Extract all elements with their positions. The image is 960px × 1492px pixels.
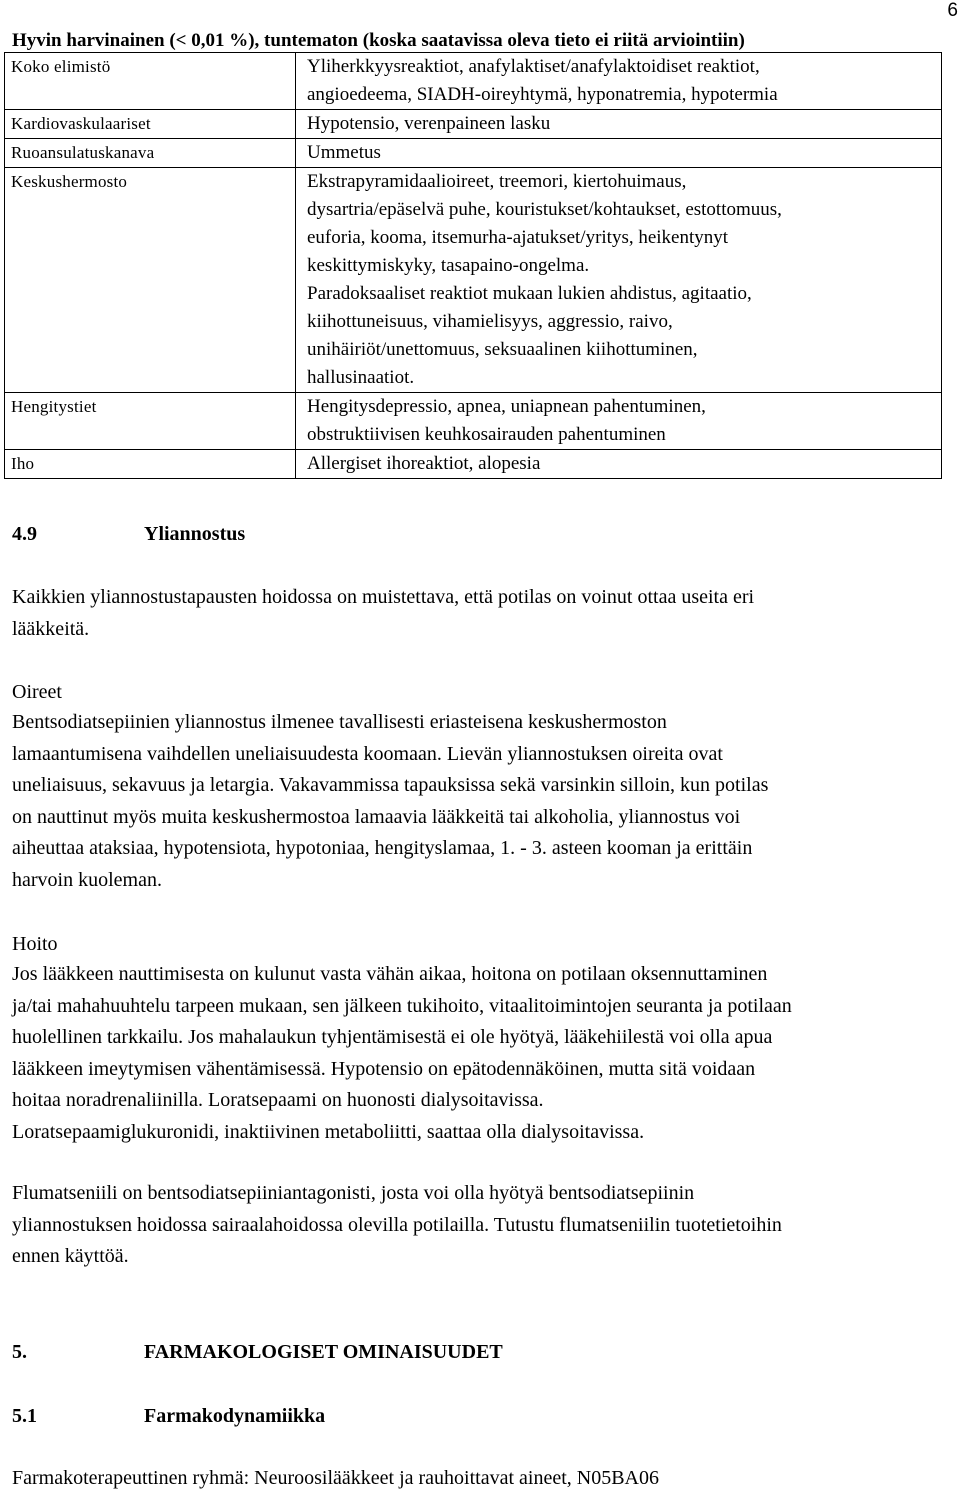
table-title: Hyvin harvinainen (< 0,01 %), tuntematon (koska saatavissa oleva tieto ei riitä arviointiin) xyxy=(12,30,745,51)
pharmacotherapeutic-group: Farmakoterapeuttinen ryhmä: Neuroosilääkkeet ja rauhoittavat aineet, N05BA06 xyxy=(12,1467,660,1489)
treatment-paragraph xyxy=(12,959,958,1149)
effects-cell xyxy=(296,110,942,139)
effect-line: hallusinaatiot. xyxy=(307,367,415,388)
section-number: 5. xyxy=(12,1341,27,1363)
effect-line: Yliherkkyysreaktiot, anafylaktiset/anafylaktoidiset reaktiot, xyxy=(307,56,760,77)
section-title: Yliannostus xyxy=(144,523,246,545)
effect-line: Ekstrapyramidaalioireet, treemori, kiertohuimaus, xyxy=(307,171,687,192)
effect-line: Allergiset ihoreaktiot, alopesia xyxy=(307,453,541,474)
table-row xyxy=(5,450,942,479)
effect-line: angioedeema, SIADH-oireyhtymä, hyponatremia, hypotermia xyxy=(307,84,778,105)
table-row xyxy=(5,393,942,450)
adverse-effects-table xyxy=(4,52,942,479)
effect-line: euforia, kooma, itsemurha-ajatukset/yritys, heikentynyt xyxy=(307,227,729,248)
section-number: 4.9 xyxy=(12,523,37,545)
effect-line: obstruktiivisen keuhkosairauden pahentuminen xyxy=(307,424,666,445)
effect-line: Hypotensio, verenpaineen lasku xyxy=(307,113,551,134)
effects-cell xyxy=(296,393,942,450)
effect-line: Hengitysdepressio, apnea, uniapnean pahentuminen, xyxy=(307,396,706,417)
section-heading-5-1 xyxy=(12,1404,325,1428)
section-heading-5 xyxy=(12,1340,503,1364)
text-line: hoitaa noradrenaliinilla. Loratsepaami on huonosti dialysoitavissa. xyxy=(12,1089,544,1112)
effects-cell xyxy=(296,53,942,110)
text-line: uneliaisuus, sekavuus ja letargia. Vakavammissa tapauksissa sekä varsinkin silloin, kun potilas xyxy=(12,774,769,797)
treatment-heading: Hoito xyxy=(12,933,58,955)
effect-line: kiihottuneisuus, vihamielisyys, aggressio, raivo, xyxy=(307,311,673,332)
text-line: Jos lääkkeen nauttimisesta on kulunut vasta vähän aikaa, hoitona on potilaan oksennuttaminen xyxy=(12,963,768,985)
text-line: lääkkeitä. xyxy=(12,617,90,640)
symptoms-paragraph xyxy=(12,707,958,897)
text-line: Kaikkien yliannostustapausten hoidossa on muistettava, että potilas on voinut ottaa useita eri xyxy=(12,586,755,608)
text-line: lääkkeen imeytymisen vähentämisessä. Hypotensio on epätodennäköinen, mutta sitä voidaan xyxy=(12,1057,756,1080)
organ-class: Iho xyxy=(5,450,296,479)
effect-line: Ummetus xyxy=(307,142,381,163)
text-line: harvoin kuoleman. xyxy=(12,868,162,891)
table-row xyxy=(5,53,942,110)
effect-line: unihäiriöt/unettomuus, seksuaalinen kiihottuminen, xyxy=(307,339,698,360)
organ-class: Koko elimistö xyxy=(5,53,296,110)
text-line: aiheuttaa ataksiaa, hypotensiota, hypotoniaa, hengityslamaa, 1. - 3. asteen kooman ja erittäin xyxy=(12,837,753,860)
text-line: ennen käyttöä. xyxy=(12,1245,129,1268)
section-title: FARMAKOLOGISET OMINAISUUDET xyxy=(144,1341,503,1363)
page-number: 6 xyxy=(947,0,958,21)
symptoms-heading: Oireet xyxy=(12,681,62,703)
table-row xyxy=(5,168,942,393)
organ-class: Kardiovaskulaariset xyxy=(5,110,296,139)
effect-line: Paradoksaaliset reaktiot mukaan lukien ahdistus, agitaatio, xyxy=(307,283,752,304)
flumazenil-paragraph xyxy=(12,1178,958,1273)
text-line: Bentsodiatsepiinien yliannostus ilmenee tavallisesti eriasteisena keskushermoston xyxy=(12,711,667,733)
table-row xyxy=(5,139,942,168)
text-line: huolellinen tarkkailu. Jos mahalaukun tyhjentämisestä ei ole hyötyä, lääkehiilestä voi olla apua xyxy=(12,1026,773,1049)
organ-class: Hengitystiet xyxy=(5,393,296,450)
overdose-intro-paragraph xyxy=(12,582,958,645)
effects-cell xyxy=(296,139,942,168)
section-title: Farmakodynamiikka xyxy=(144,1405,326,1427)
effect-line: dysartria/epäselvä puhe, kouristukset/kohtaukset, estottomuus, xyxy=(307,199,782,220)
section-heading-4-9 xyxy=(12,522,245,546)
text-line: yliannostuksen hoidossa sairaalahoidossa olevilla potilailla. Tutustu flumatseniilin tuotetietoihin xyxy=(12,1213,782,1236)
text-line: Loratsepaamiglukuronidi, inaktiivinen metaboliitti, saattaa olla dialysoitavissa. xyxy=(12,1120,645,1143)
text-line: ja/tai mahahuuhtelu tarpeen mukaan, sen jälkeen tukihoito, vitaalitoimintojen seuranta ja potilaan xyxy=(12,994,792,1017)
table-row xyxy=(5,110,942,139)
effects-cell xyxy=(296,450,942,479)
organ-class: Keskushermosto xyxy=(5,168,296,393)
effect-line: keskittymiskyky, tasapaino-ongelma. xyxy=(307,255,590,276)
text-line: lamaantumisena vaihdellen uneliaisuudesta koomaan. Lievän yliannostuksen oireita ovat xyxy=(12,742,723,765)
section-number: 5.1 xyxy=(12,1405,37,1427)
text-line: on nauttinut myös muita keskushermostoa lamaavia lääkkeitä tai alkoholia, yliannostus voi xyxy=(12,805,741,828)
text-line: Flumatseniili on bentsodiatsepiiniantagonisti, josta voi olla hyötyä bentsodiatsepiinin xyxy=(12,1182,695,1204)
organ-class: Ruoansulatuskanava xyxy=(5,139,296,168)
effects-cell xyxy=(296,168,942,393)
